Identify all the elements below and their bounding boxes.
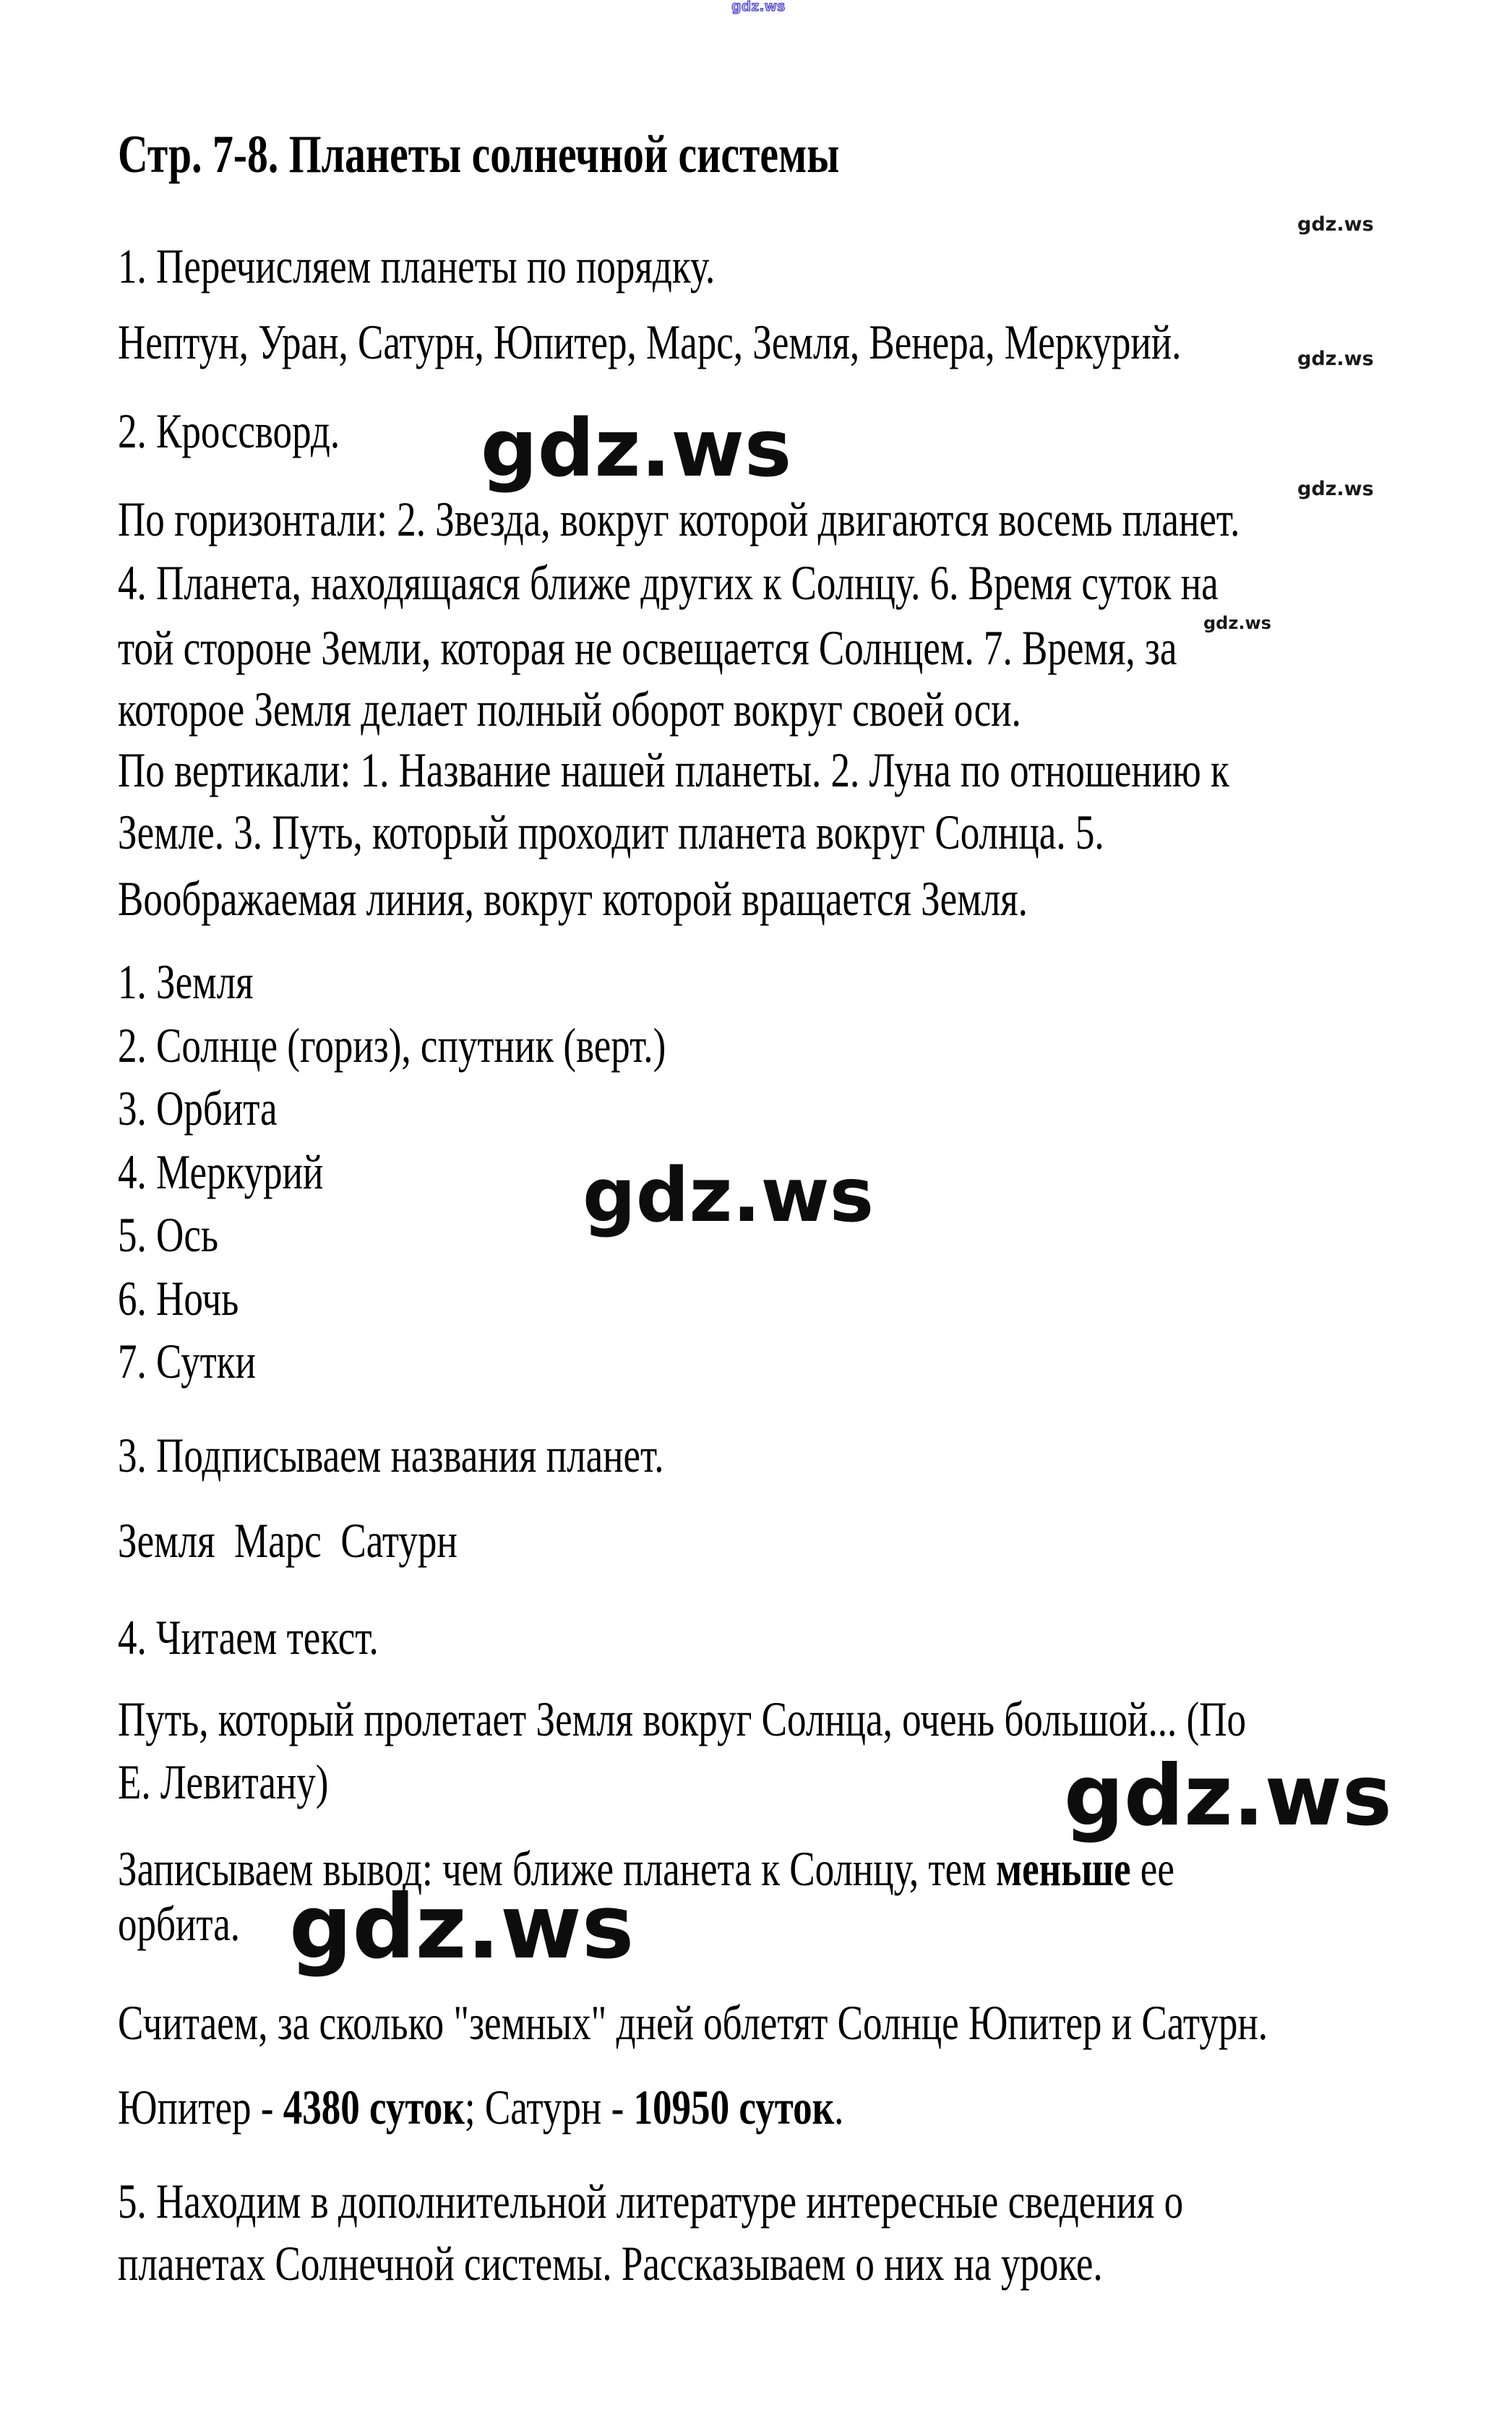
- watermark-middle: gdz.ws: [583, 1152, 874, 1239]
- conclusion-text: Записываем вывод: чем ближе планета к Солнцу, тем: [118, 1841, 996, 1896]
- text-line-crossword-7: Воображаемая линия, вокруг которой вращается Земля.: [118, 871, 1028, 926]
- jupiter-label: Юпитер -: [118, 2080, 283, 2135]
- text-line-crossword-4: которое Земля делает полный оборот вокруг своей оси.: [118, 682, 1021, 737]
- text-line-answer-3: 3. Орбита: [118, 1081, 278, 1136]
- text-line-answer-5: 5. Ось: [118, 1207, 219, 1262]
- conclusion-bold: меньше: [995, 1841, 1131, 1896]
- text-line-planets: Нептун, Уран, Сатурн, Юпитер, Марс, Земля, Венера, Меркурий.: [118, 314, 1182, 369]
- sentence-period: .: [834, 2080, 844, 2135]
- text-line-conclusion: [118, 1841, 1174, 1896]
- watermark-small-1: gdz.ws: [1297, 213, 1374, 236]
- watermark-small-4: gdz.ws: [1203, 613, 1271, 633]
- text-line-answer-2: 2. Солнце (гориз), спутник (верт.): [118, 1018, 666, 1073]
- text-line-answer-1: 1. Земля: [118, 954, 254, 1009]
- text-line-task5-1: 5. Находим в дополнительной литературе интересные сведения о: [118, 2174, 1184, 2229]
- saturn-days-bold: 10950 суток: [633, 2080, 835, 2135]
- text-line-crossword-3: той стороне Земли, которая не освещается Солнцем. 7. Время, за: [118, 620, 1177, 675]
- page-title: Стр. 7-8. Планеты солнечной системы: [118, 125, 840, 184]
- conclusion-text-end: ее: [1130, 1841, 1174, 1896]
- text-line-crossword-5: По вертикали: 1. Название нашей планеты. 2. Луна по отношению к: [118, 742, 1229, 797]
- text-line-reading-1: Путь, который пролетает Земля вокруг Солнца, очень большой... (По: [118, 1691, 1247, 1746]
- watermark-bottom-left: gdz.ws: [289, 1876, 635, 1978]
- watermark-small-2: gdz.ws: [1297, 348, 1374, 370]
- text-line-task1: 1. Перечисляем планеты по порядку.: [118, 239, 716, 293]
- jupiter-days-bold: 4380 суток: [283, 2080, 465, 2135]
- text-line-orbit: орбита.: [118, 1896, 241, 1951]
- watermark-bottom-right: gdz.ws: [1064, 1747, 1392, 1845]
- text-line-task3: 3. Подписываем названия планет.: [118, 1428, 664, 1483]
- watermark-small-3: gdz.ws: [1297, 478, 1374, 500]
- watermark-top-center: gdz.ws: [481, 402, 792, 494]
- text-line-task5-2: планетах Солнечной системы. Рассказываем о них на уроке.: [118, 2236, 1103, 2291]
- text-line-jupiter-saturn: [118, 2080, 844, 2135]
- text-line-crossword-1: По горизонтали: 2. Звезда, вокруг которой двигаются восемь планет.: [118, 492, 1240, 546]
- text-line-crossword-2: 4. Планета, находящаяся ближе других к Солнцу. 6. Время суток на: [118, 555, 1219, 610]
- text-line-crossword-6: Земле. 3. Путь, который проходит планета вокруг Солнца. 5.: [118, 805, 1104, 859]
- text-line-count: Считаем, за сколько "земных" дней облетят Солнце Юпитер и Сатурн.: [118, 1995, 1268, 2050]
- text-line-answer-6: 6. Ночь: [118, 1271, 239, 1326]
- site-logo-tiny: gdz.ws: [731, 0, 786, 14]
- text-line-task4: 4. Читаем текст.: [118, 1610, 379, 1665]
- text-line-task2: 2. Кроссворд.: [118, 403, 340, 458]
- text-line-answer-4: 4. Меркурий: [118, 1144, 324, 1199]
- saturn-label: ; Сатурн -: [464, 2080, 634, 2135]
- text-line-reading-2: Е. Левитану): [118, 1754, 329, 1809]
- text-line-answer-7: 7. Сутки: [118, 1334, 256, 1389]
- text-line-planet-names: Земля Марс Сатурн: [118, 1513, 458, 1568]
